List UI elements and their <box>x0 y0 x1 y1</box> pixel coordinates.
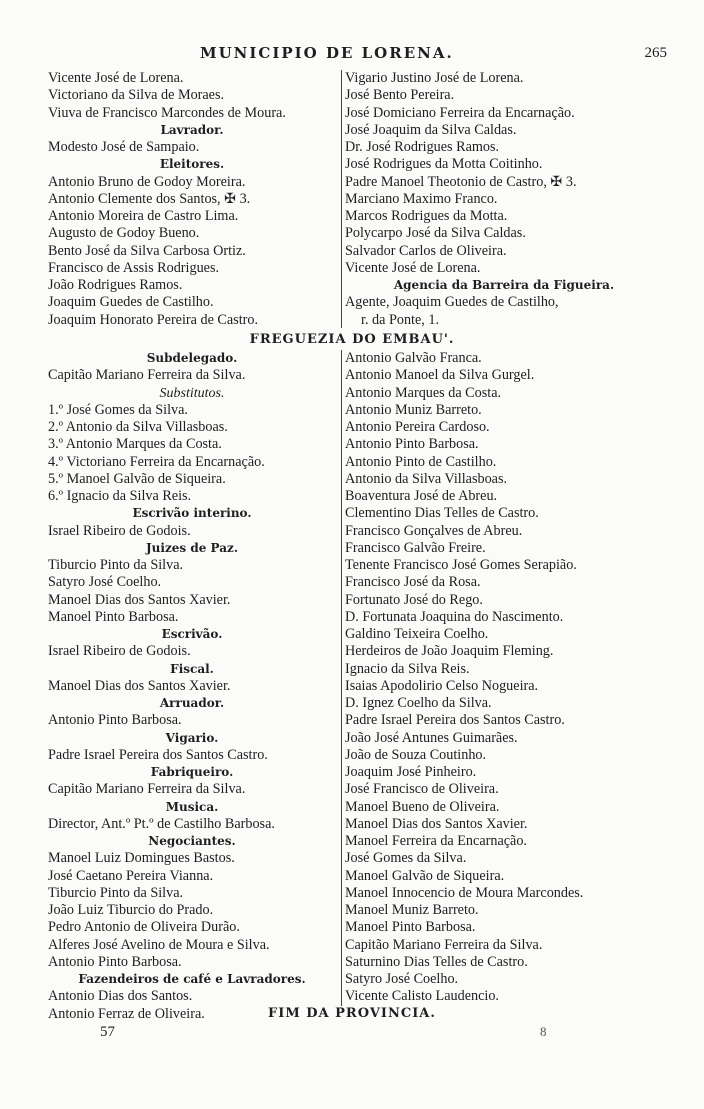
list-item: Vigario Justino José de Lorena. <box>345 70 524 86</box>
list-item: Viuva de Francisco Marcondes de Moura. <box>48 104 286 121</box>
list-item: José Domiciano Ferreira da Encarnação. <box>345 104 575 121</box>
list-item: Padre Israel Pereira dos Santos Castro. <box>48 746 268 763</box>
list-item: Marciano Maximo Franco. <box>345 190 498 207</box>
list-item: Antonio Ferraz de Oliveira. <box>48 1005 205 1022</box>
list-item: Salvador Carlos de Oliveira. <box>345 242 507 259</box>
list-item: Antonio Dias dos Santos. <box>48 988 193 1005</box>
list-item: 6.º Ignacio da Silva Reis. <box>48 488 192 504</box>
section-heading: Escrivão. <box>161 627 223 641</box>
left-column <box>48 70 336 329</box>
list-item: 4.º Victoriano Ferreira da Encarnação. <box>48 453 265 470</box>
signature-mark-left: 57 <box>100 1024 115 1040</box>
list-item: Pedro Antonio de Oliveira Durão. <box>48 919 240 936</box>
list-item: Joaquim Honorato Pereira de Castro. <box>48 311 258 328</box>
list-item: Francisco de Assis Rodrigues. <box>48 259 220 276</box>
list-item: Israel Ribeiro de Godois. <box>48 643 191 660</box>
lorena-list-section <box>48 70 658 330</box>
list-item: Herdeiros de João Joaquim Fleming. <box>345 643 554 660</box>
list-item: Saturnino Dias Telles de Castro. <box>345 953 528 970</box>
list-item: Antonio Marques da Costa. <box>345 384 502 401</box>
list-item: Vicente José de Lorena. <box>345 259 481 276</box>
signature-mark-right: 8 <box>540 1024 547 1039</box>
list-item: Polycarpo José da Silva Caldas. <box>345 225 526 242</box>
list-item: Manoel Innocencio de Moura Marcondes. <box>345 884 584 901</box>
list-item: D. Ignez Coelho da Silva. <box>345 695 492 711</box>
list-item: Antonio Pinto Barbosa. <box>48 953 182 970</box>
list-item: José Rodrigues da Motta Coitinho. <box>345 156 543 173</box>
list-item: Tiburcio Pinto da Silva. <box>48 557 184 573</box>
list-item: José Caetano Pereira Vianna. <box>48 867 214 884</box>
list-item: 1.º José Gomes da Silva. <box>48 401 188 418</box>
list-item: Tenente Francisco José Gomes Serapião. <box>345 557 577 573</box>
section-heading: Subdelegado. <box>146 351 238 365</box>
section-heading: Vigario. <box>165 730 219 745</box>
list-item: Manoel Ferreira da Encarnação. <box>345 833 527 849</box>
section-heading: Arruador. <box>159 696 225 710</box>
running-head <box>0 44 704 64</box>
list-item: Antonio Pinto Barbosa. <box>48 712 182 729</box>
list-item: Padre Israel Pereira dos Santos Castro. <box>345 712 565 729</box>
list-item: Satyro José Coelho. <box>345 971 459 987</box>
list-item: Francisco Gonçalves de Abreu. <box>345 522 523 539</box>
right-column <box>341 70 663 328</box>
list-item: Marcos Rodrigues da Motta. <box>345 208 508 224</box>
freguezia-heading: FREGUEZIA DO EMBAU'. <box>249 332 455 347</box>
list-item: Tiburcio Pinto da Silva. <box>48 884 184 901</box>
section-heading: Fabriqueiro. <box>150 765 234 779</box>
list-item: Joaquim José Pinheiro. <box>345 764 477 780</box>
list-item: Capitão Mariano Ferreira da Silva. <box>345 936 543 953</box>
list-item: Galdino Teixeira Coelho. <box>345 626 489 642</box>
list-item: José Francisco de Oliveira. <box>345 781 499 798</box>
list-item: Modesto José de Sampaio. <box>48 139 200 155</box>
list-item: Satyro José Coelho. <box>48 574 162 591</box>
section-heading: Musica. <box>165 799 219 814</box>
list-item: Antonio da Silva Villasboas. <box>345 470 508 487</box>
list-item: Padre Manoel Theotonio de Castro, ✠ 3. <box>345 173 577 190</box>
list-item: Vicente José de Lorena. <box>48 70 184 86</box>
list-item: Manoel Dias dos Santos Xavier. <box>48 677 231 694</box>
list-item: Vicente Calisto Laudencio. <box>345 988 499 1005</box>
end-heading: FIM DA PROVINCIA. <box>268 1006 436 1021</box>
list-item: Israel Ribeiro de Godois. <box>48 522 191 539</box>
list-item: Antonio Muniz Barreto. <box>345 401 482 418</box>
section-heading: Juizes de Paz. <box>145 540 238 555</box>
page-title: MUNICIPIO DE LORENA. <box>200 44 454 62</box>
list-item: Manoel Dias dos Santos Xavier. <box>48 591 231 608</box>
list-item: Victoriano da Silva de Moraes. <box>48 87 225 104</box>
page-number: 265 <box>644 45 667 61</box>
list-item: Ignacio da Silva Reis. <box>345 660 470 677</box>
list-item: Antonio Pinto Barbosa. <box>345 436 479 453</box>
list-item: r. da Ponte, 1. <box>361 311 440 328</box>
list-item: Antonio Manoel da Silva Gurgel. <box>345 367 535 384</box>
list-item: João José Antunes Guimarães. <box>345 729 518 746</box>
list-item: Capitão Mariano Ferreira da Silva. <box>48 781 246 798</box>
list-item: José Gomes da Silva. <box>345 850 467 867</box>
section-heading: Eleitores. <box>159 157 225 172</box>
list-item: Augusto de Godoy Bueno. <box>48 225 200 242</box>
section-heading: Fiscal. <box>170 661 214 676</box>
list-item: Antonio Bruno de Godoy Moreira. <box>48 173 246 190</box>
list-item: Dr. José Rodrigues Ramos. <box>345 139 500 155</box>
list-item: Manoel Muniz Barreto. <box>345 902 479 918</box>
list-item: Boaventura José de Abreu. <box>345 488 498 504</box>
list-item: Fortunato José do Rego. <box>345 591 483 608</box>
section-heading: Substitutos. <box>159 385 225 401</box>
list-item: 5.º Manoel Galvão de Siqueira. <box>48 470 226 487</box>
section-heading: Agencia da Barreira da Figueira. <box>393 278 615 292</box>
list-item: José Bento Pereira. <box>345 87 455 104</box>
list-item: Director, Ant.º Pt.º de Castilho Barbosa. <box>48 815 275 832</box>
list-item: Agente, Joaquim Guedes de Castilho, <box>345 294 559 311</box>
list-item: Antonio Moreira de Castro Lima. <box>48 208 239 224</box>
list-item: Antonio Pereira Cardoso. <box>345 419 490 435</box>
section-heading: Fazendeiros de café e Lavradores. <box>78 972 306 986</box>
list-item: João Rodrigues Ramos. <box>48 277 183 293</box>
section-heading: Lavrador. <box>160 122 224 137</box>
list-item: Manoel Pinto Barbosa. <box>48 608 179 625</box>
list-item: José Joaquim da Silva Caldas. <box>345 121 517 138</box>
list-item: Antonio Galvão Franca. <box>345 350 482 366</box>
list-item: D. Fortunata Joaquina do Nascimento. <box>345 608 564 625</box>
section-heading: Negociantes. <box>148 834 236 848</box>
list-item: João de Souza Coutinho. <box>345 746 487 763</box>
list-item: Clementino Dias Telles de Castro. <box>345 505 539 522</box>
list-item: Antonio Clemente dos Santos, ✠ 3. <box>48 190 251 207</box>
section-heading: Escrivão interino. <box>132 506 252 521</box>
list-item: Bento José da Silva Carbosa Ortiz. <box>48 242 246 259</box>
list-item: Manoel Luiz Domingues Bastos. <box>48 850 235 867</box>
list-item: Manoel Galvão de Siqueira. <box>345 867 505 884</box>
list-item: Manoel Dias dos Santos Xavier. <box>345 815 528 832</box>
list-item: Isaias Apodolirio Celso Nogueira. <box>345 677 539 694</box>
list-item: Antonio Pinto de Castilho. <box>345 453 497 470</box>
list-item: Alferes José Avelino de Moura e Silva. <box>48 936 270 953</box>
right-column <box>341 350 663 1006</box>
list-item: Joaquim Guedes de Castilho. <box>48 294 214 311</box>
list-item: 2.º Antonio da Silva Villasboas. <box>48 419 228 435</box>
list-item: 3.º Antonio Marques da Costa. <box>48 436 222 453</box>
list-item: Manoel Pinto Barbosa. <box>345 919 476 936</box>
list-item: Francisco Galvão Freire. <box>345 539 486 556</box>
list-item: João Luiz Tiburcio do Prado. <box>48 902 214 918</box>
list-item: Francisco José da Rosa. <box>345 574 481 591</box>
list-item: Manoel Bueno de Oliveira. <box>345 798 500 815</box>
left-column <box>48 350 336 1023</box>
list-item: Capitão Mariano Ferreira da Silva. <box>48 367 246 384</box>
